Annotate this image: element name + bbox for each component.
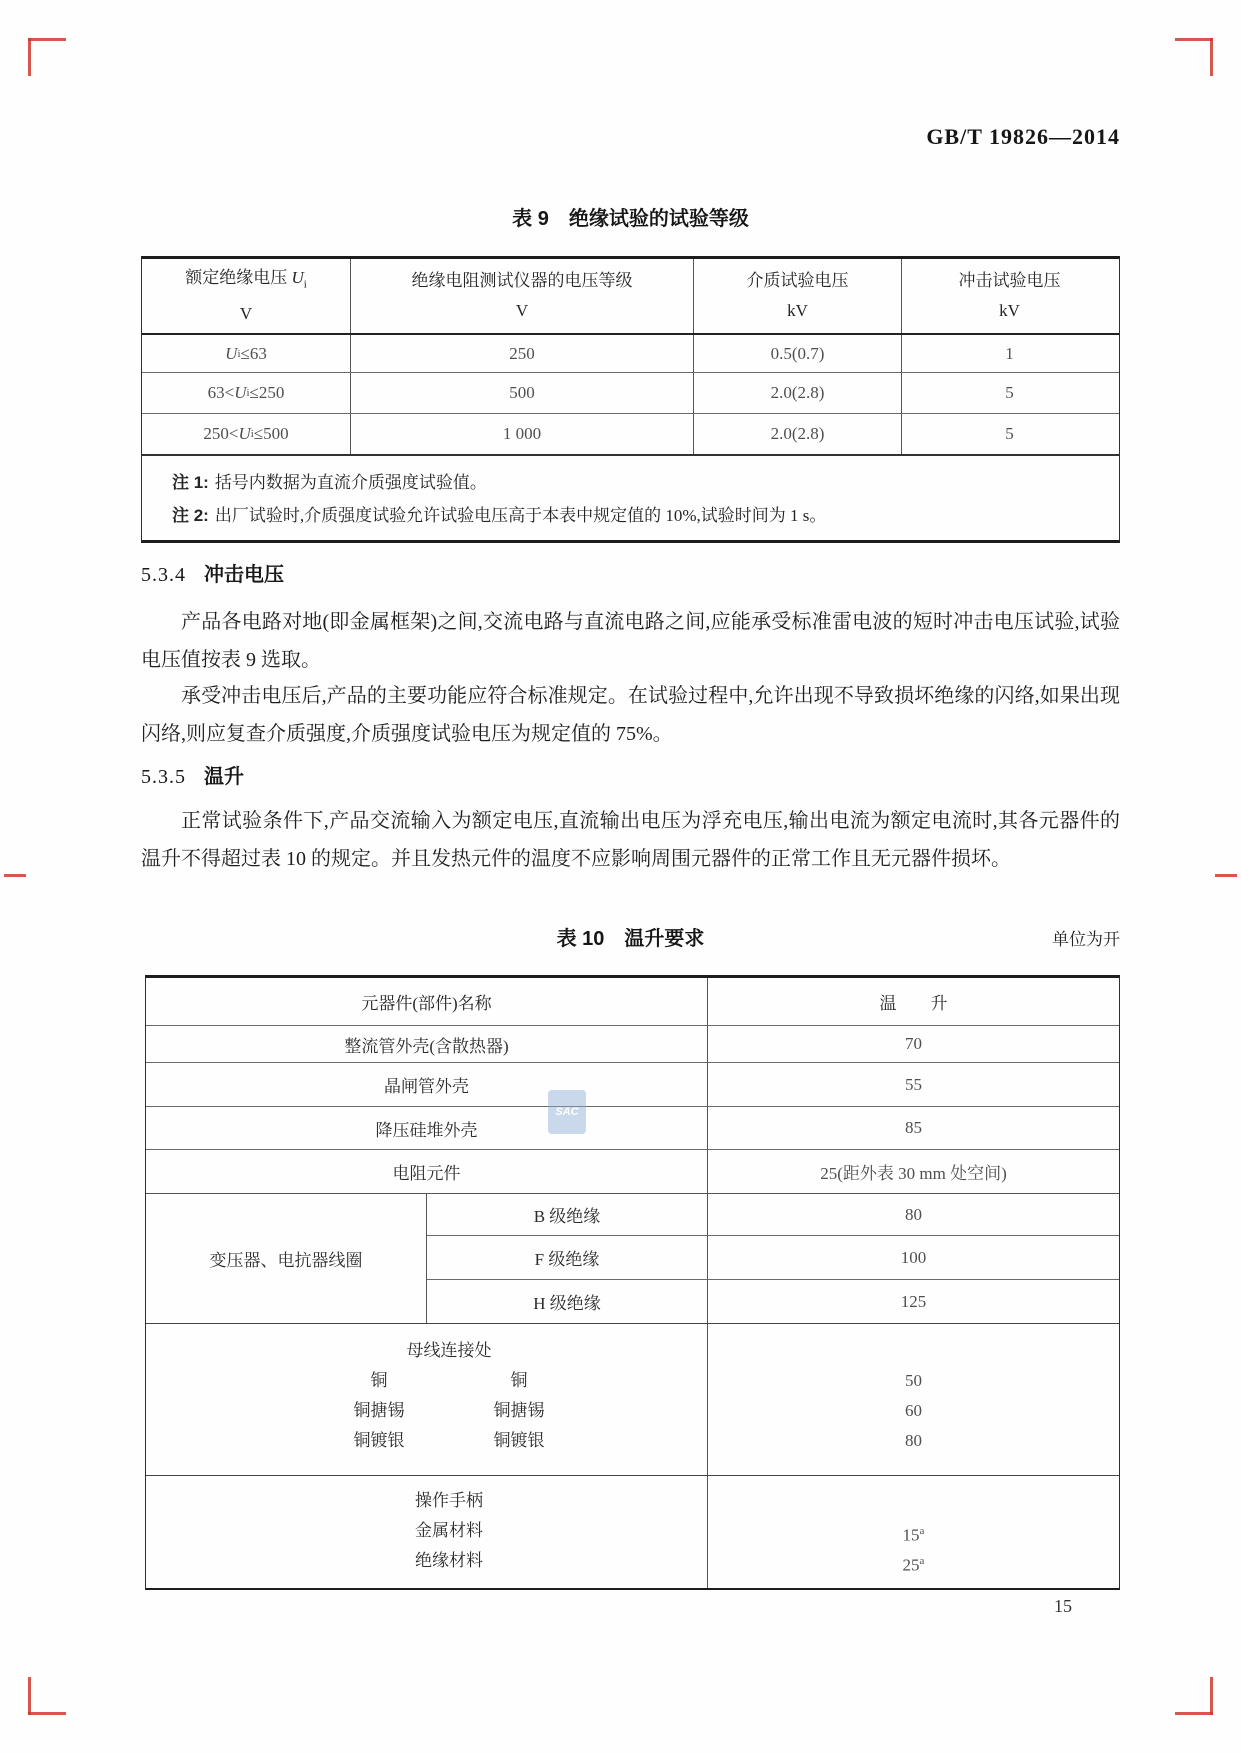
section-number: 5.3.5 bbox=[141, 766, 186, 788]
col3-unit-text: kV bbox=[787, 301, 808, 320]
sac-watermark: SAC bbox=[548, 1090, 586, 1134]
component-name: 电阻元件 bbox=[146, 1150, 708, 1193]
range-prefix: 63< bbox=[207, 383, 235, 402]
temp-rise-value: 125 bbox=[900, 1291, 927, 1311]
table9-row1-dielectric: 0.5(0.7) bbox=[694, 335, 902, 372]
busbar-pair-copper bbox=[191, 1366, 707, 1396]
crop-mark-bottom-right-v bbox=[1210, 1677, 1213, 1715]
crop-mark-bottom-left-v bbox=[28, 1677, 31, 1715]
table9-header-col1-unit: V bbox=[239, 304, 253, 324]
standard-code: GB/T 19826—2014 bbox=[926, 124, 1120, 149]
crop-mark-bottom-left-h bbox=[28, 1712, 66, 1715]
table9-row-2 bbox=[142, 373, 1119, 414]
voltage-symbol: U bbox=[225, 343, 238, 363]
temp-rise-value: 70 bbox=[905, 1034, 922, 1053]
table9-header-dielectric-voltage bbox=[694, 259, 902, 333]
table9-caption: 表 9 绝缘试验的试验等级 bbox=[512, 208, 749, 230]
voltage-symbol-sub: i bbox=[246, 387, 250, 399]
temp-rise-value: 50 bbox=[905, 1371, 922, 1390]
col4-unit-text: kV bbox=[999, 301, 1020, 320]
table10-row-silicon-stack bbox=[146, 1106, 1119, 1149]
material-left: 铜镀银 bbox=[353, 1431, 405, 1450]
table10-header-temp-rise: 温 升 bbox=[879, 994, 948, 1013]
value-number: 15 bbox=[902, 1525, 920, 1545]
range-suffix: ≤500 bbox=[253, 424, 289, 443]
table9-row1-range bbox=[142, 335, 351, 372]
material-right: 铜搪锡 bbox=[493, 1401, 545, 1420]
table9-row2-dielectric: 2.0(2.8) bbox=[694, 373, 902, 413]
section-5-3-4-heading bbox=[141, 558, 1120, 587]
busbar-pair-tinned bbox=[191, 1396, 707, 1426]
temp-rise-value: 100 bbox=[900, 1247, 927, 1267]
table9-row-1 bbox=[142, 335, 1119, 373]
busbar-pair-silvered bbox=[191, 1426, 707, 1456]
table10-transformer-group bbox=[146, 1193, 1119, 1323]
voltage-symbol: U bbox=[234, 383, 247, 402]
table9-row-3 bbox=[142, 414, 1119, 456]
section-title: 温升 bbox=[204, 766, 244, 788]
handle-group-labels bbox=[146, 1476, 708, 1588]
table9-note-2 bbox=[172, 499, 1119, 532]
table9-header-tester-voltage bbox=[351, 259, 694, 333]
section-5-3-4-paragraph-2: 承受冲击电压后,产品的主要功能应符合标准规定。在试验过程中,允许出现不导致损坏绝缘的闪络,如果出现闪络,则应复查介质强度,介质强度试验电压为规定值的 75%。 bbox=[141, 685, 1120, 745]
handle-group-values bbox=[708, 1476, 1119, 1588]
table9-row3-range bbox=[142, 414, 351, 454]
col4-title-text: 冲击试验电压 bbox=[958, 271, 1061, 290]
crop-mark-top-left-h bbox=[28, 38, 66, 41]
material-right: 铜 bbox=[510, 1371, 528, 1390]
table9-row2-impulse: 5 bbox=[1005, 383, 1014, 402]
table9-notes bbox=[142, 456, 1119, 540]
component-name: 降压硅堆外壳 bbox=[146, 1107, 708, 1149]
table10-row-thyristor bbox=[146, 1062, 1119, 1106]
temp-rise-value: 60 bbox=[905, 1401, 922, 1420]
insulation-class: H 级绝缘 bbox=[427, 1280, 708, 1323]
crop-mark-mid-right bbox=[1215, 874, 1237, 877]
table9-row2-range bbox=[142, 373, 351, 413]
table10-handle-group bbox=[146, 1475, 1119, 1588]
table9-row1-tester: 250 bbox=[351, 335, 694, 372]
table10-row-rectifier bbox=[146, 1025, 1119, 1062]
transformer-group-rows bbox=[427, 1194, 1119, 1323]
busbar-group-values bbox=[708, 1324, 1119, 1475]
crop-mark-top-left-v bbox=[28, 38, 31, 76]
temp-rise-value: 55 bbox=[905, 1074, 922, 1094]
busbar-group-labels bbox=[146, 1324, 708, 1475]
table9-row1-impulse: 1 bbox=[1005, 343, 1014, 363]
value-spacer bbox=[708, 1486, 1119, 1516]
range-suffix: ≤250 bbox=[249, 383, 285, 402]
range-prefix: 250< bbox=[203, 424, 239, 443]
crop-mark-mid-left bbox=[4, 874, 26, 877]
table-10 bbox=[145, 975, 1120, 1590]
material-left: 铜 bbox=[370, 1371, 388, 1390]
table10-header-component: 元器件(部件)名称 bbox=[146, 978, 708, 1025]
handle-group-title: 操作手柄 bbox=[415, 1491, 483, 1510]
page-number: 15 bbox=[1054, 1596, 1072, 1616]
section-5-3-5-heading bbox=[141, 760, 1120, 789]
note1-label: 注 1: bbox=[172, 473, 209, 492]
voltage-symbol-sub: i bbox=[250, 428, 254, 440]
table9-header-row bbox=[142, 259, 1119, 335]
table10-row-class-b bbox=[427, 1194, 1119, 1235]
col2-unit-text: V bbox=[515, 301, 529, 320]
table-9 bbox=[141, 256, 1120, 543]
temp-rise-value bbox=[708, 1546, 1119, 1576]
section-5-3-5-paragraph-1: 正常试验条件下,产品交流输入为额定电压,直流输出电压为浮充电压,输出电流为额定电流时,其各元器件的温升不得超过表 10 的规定。并且发热元件的温度不应影响周围元器件的正常工作且无元器件损坏。 bbox=[141, 810, 1120, 870]
voltage-symbol-sub: i bbox=[303, 278, 307, 291]
note1-text: 括号内数据为直流介质强度试验值。 bbox=[214, 473, 487, 492]
table10-header-row bbox=[146, 978, 1119, 1025]
crop-mark-bottom-right-h bbox=[1175, 1712, 1213, 1715]
value-number: 25 bbox=[902, 1555, 920, 1575]
table9-header-rated-voltage bbox=[142, 259, 351, 333]
temp-rise-value: 85 bbox=[905, 1118, 922, 1137]
section-5-3-4-paragraph-1: 产品各电路对地(即金属框架)之间,交流电路与直流电路之间,应能承受标准雷电波的短时冲击电压试验,试验电压值按表 9 选取。 bbox=[141, 611, 1120, 671]
component-name: 整流管外壳(含散热器) bbox=[146, 1026, 708, 1062]
temp-rise-value bbox=[708, 1516, 1119, 1546]
insulation-class: B 级绝缘 bbox=[427, 1194, 708, 1235]
section-number: 5.3.4 bbox=[141, 564, 186, 586]
table10-row-class-f bbox=[427, 1235, 1119, 1279]
section-title: 冲击电压 bbox=[204, 564, 284, 586]
insulation-class: F 级绝缘 bbox=[427, 1236, 708, 1279]
table9-row3-tester: 1 000 bbox=[351, 414, 694, 454]
table9-row3-impulse: 5 bbox=[1005, 424, 1014, 443]
voltage-symbol: U bbox=[238, 424, 251, 443]
note2-label: 注 2: bbox=[172, 506, 209, 525]
material-right: 铜镀银 bbox=[493, 1431, 545, 1450]
busbar-group-title: 母线连接处 bbox=[406, 1341, 492, 1360]
col2-title-text: 绝缘电阻测试仪器的电压等级 bbox=[411, 271, 633, 290]
range-suffix: ≤63 bbox=[240, 343, 267, 363]
temp-rise-value: 80 bbox=[905, 1204, 922, 1224]
temp-rise-value: 25(距外表 30 mm 处空间) bbox=[820, 1164, 1007, 1183]
value-spacer bbox=[708, 1336, 1119, 1366]
crop-mark-top-right-v bbox=[1210, 38, 1213, 76]
component-name: 晶闸管外壳 bbox=[146, 1063, 708, 1106]
table10-unit-note: 单位为开 bbox=[1052, 930, 1120, 949]
table10-caption: 表 10 温升要求 bbox=[556, 928, 705, 950]
table9-header-col1-title bbox=[185, 263, 307, 299]
crop-mark-top-right-h bbox=[1175, 38, 1213, 41]
table10-row-resistor bbox=[146, 1149, 1119, 1193]
table9-header-impulse-voltage bbox=[902, 259, 1117, 333]
temp-rise-value: 80 bbox=[905, 1431, 922, 1450]
table10-row-class-h bbox=[427, 1279, 1119, 1323]
voltage-symbol: U bbox=[291, 267, 304, 287]
table9-row2-tester: 500 bbox=[351, 373, 694, 413]
note2-text: 出厂试验时,介质强度试验允许试验电压高于本表中规定值的 10%,试验时间为 1 s。 bbox=[214, 506, 827, 525]
col1-title-text: 额定绝缘电压 bbox=[185, 267, 292, 287]
value-footnote-mark: a bbox=[919, 1555, 925, 1567]
table10-caption-line bbox=[141, 922, 1120, 950]
table9-note-1 bbox=[172, 466, 1119, 499]
value-footnote-mark: a bbox=[919, 1525, 925, 1537]
table9-row3-dielectric: 2.0(2.8) bbox=[694, 414, 902, 454]
voltage-symbol-sub: i bbox=[237, 347, 241, 360]
material-left: 铜搪锡 bbox=[353, 1401, 405, 1420]
material-name: 绝缘材料 bbox=[415, 1551, 483, 1570]
transformer-group-label: 变压器、电抗器线圈 bbox=[146, 1194, 427, 1323]
material-name: 金属材料 bbox=[415, 1521, 483, 1540]
col3-title-text: 介质试验电压 bbox=[746, 271, 849, 290]
table10-busbar-group bbox=[146, 1323, 1119, 1475]
